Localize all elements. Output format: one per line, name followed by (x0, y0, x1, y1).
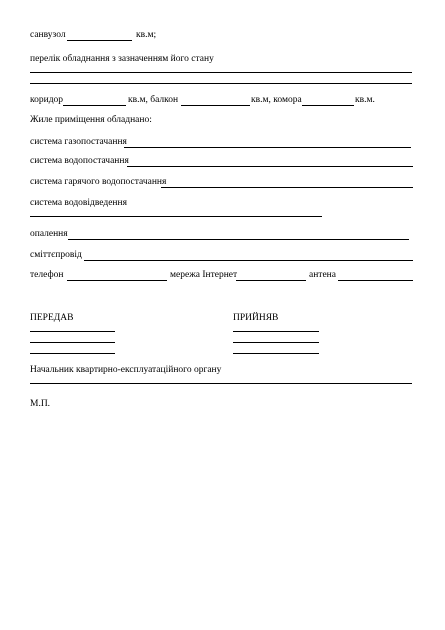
balcony-label: кв.м, балкон (128, 95, 179, 105)
bathroom-area-field[interactable] (67, 40, 132, 41)
accepted-signature-line-3[interactable] (233, 353, 319, 354)
garbage-chute-field[interactable] (84, 260, 413, 261)
bathroom-label: санвузол (30, 30, 66, 40)
internet-field[interactable] (236, 280, 306, 281)
antenna-field[interactable] (338, 280, 413, 281)
corridor-label: коридор (30, 95, 64, 105)
equipped-heading: Жиле приміщення обладнано: (30, 115, 152, 125)
water-field[interactable] (127, 166, 413, 167)
accepted-signature-line-2[interactable] (233, 342, 319, 343)
storage-area-field[interactable] (302, 105, 354, 106)
accepted-signature-line-1[interactable] (233, 331, 319, 332)
storage-sqm-label: кв.м. (355, 95, 375, 105)
heating-field[interactable] (68, 239, 409, 240)
storage-label: кв.м, комора (251, 95, 302, 105)
drainage-field[interactable] (30, 216, 322, 217)
head-of-housing-label: Начальник квартирно-експлуатаційного органу (30, 365, 222, 375)
internet-label: мережа Інтернет (170, 270, 238, 280)
accepted-label: ПРИЙНЯВ (233, 313, 279, 323)
hot-water-label: система гарячого водопостачання (30, 177, 167, 187)
drainage-label: система водовідведення (30, 198, 127, 208)
phone-label: телефон (30, 270, 64, 280)
balcony-area-field[interactable] (181, 105, 250, 106)
equipment-line-2[interactable] (30, 83, 412, 84)
stamp-label: М.П. (30, 399, 51, 409)
head-of-housing-field[interactable] (30, 383, 412, 384)
water-label: система водопостачання (30, 156, 129, 166)
corridor-area-field[interactable] (63, 105, 126, 106)
heating-label: опалення (30, 229, 68, 239)
equipment-line-1[interactable] (30, 72, 412, 73)
garbage-chute-label: сміттєпровід (30, 250, 82, 260)
phone-field[interactable] (67, 280, 167, 281)
hot-water-field[interactable] (161, 187, 413, 188)
gas-field[interactable] (124, 147, 411, 148)
transferred-signature-line-2[interactable] (30, 342, 115, 343)
equipment-list-label: перелік обладнання з зазначенням його стану (30, 54, 214, 64)
gas-label: система газопостачання (30, 137, 127, 147)
antenna-label: антена (309, 270, 336, 280)
bathroom-sqm-label: кв.м; (136, 30, 157, 40)
transferred-signature-line-1[interactable] (30, 331, 115, 332)
transferred-label: ПЕРЕДАВ (30, 313, 74, 323)
transferred-signature-line-3[interactable] (30, 353, 115, 354)
